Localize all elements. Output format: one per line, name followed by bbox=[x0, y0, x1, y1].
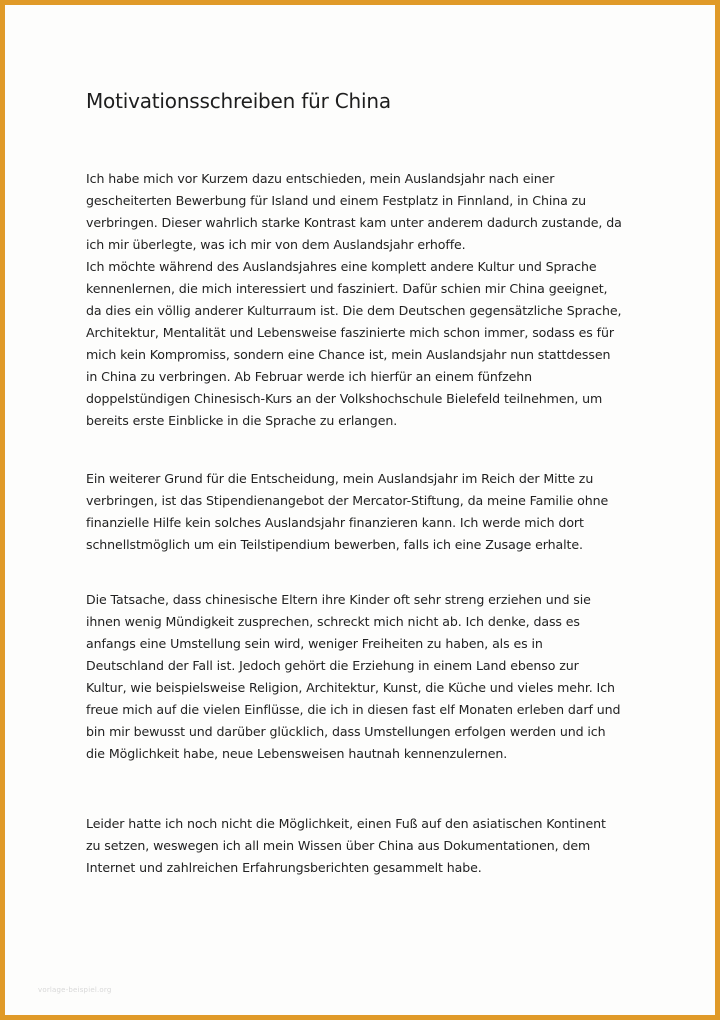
text-line: Deutschland der Fall ist. Jedoch gehört die Erziehung in einem Land ebenso zur bbox=[86, 658, 579, 673]
text-line: finanzielle Hilfe kein solches Auslandsjahr finanzieren kann. Ich werde mich dort bbox=[86, 515, 584, 530]
paragraph-1 bbox=[86, 168, 622, 432]
document-page bbox=[5, 5, 715, 1015]
text-line: freue mich auf die vielen Einflüsse, die ich in diesen fast elf Monaten erleben darf und bbox=[86, 702, 621, 717]
text-line: Architektur, Mentalität und Lebensweise faszinierte mich schon immer, sodass es für bbox=[86, 325, 614, 340]
document-title: Motivationsschreiben für China bbox=[86, 89, 391, 113]
text-line: bin mir bewusst und darüber glücklich, dass Umstellungen erfolgen werden und ich bbox=[86, 724, 606, 739]
text-line: anfangs eine Umstellung sein wird, weniger Freiheiten zu haben, als es in bbox=[86, 636, 543, 651]
text-line: bereits erste Einblicke in die Sprache zu erlangen. bbox=[86, 413, 398, 428]
text-line: Ich möchte während des Auslandsjahres eine komplett andere Kultur und Sprache bbox=[86, 259, 597, 274]
text-line: doppelstündigen Chinesisch-Kurs an der Volkshochschule Bielefeld teilnehmen, um bbox=[86, 391, 603, 406]
text-line: kennenlernen, die mich interessiert und fasziniert. Dafür schien mir China geeignet, bbox=[86, 281, 608, 296]
text-line: zu setzen, weswegen ich all mein Wissen über China aus Dokumentationen, dem bbox=[86, 838, 591, 853]
text-line: ich mir überlegte, was ich mir von dem Auslandsjahr erhoffe. bbox=[86, 237, 466, 252]
paragraph-3 bbox=[86, 589, 620, 765]
text-line: gescheiterten Bewerbung für Island und einem Festplatz in Finnland, in China zu bbox=[86, 193, 587, 208]
text-line: da dies ein völlig anderer Kulturraum ist. Die dem Deutschen gegensätzliche Sprache, bbox=[86, 303, 622, 318]
text-line: verbringen, ist das Stipendienangebot der Mercator-Stiftung, da meine Familie ohne bbox=[86, 493, 609, 508]
text-line: in China zu verbringen. Ab Februar werde ich hierfür an einem fünfzehn bbox=[86, 369, 533, 384]
text-line: Die Tatsache, dass chinesische Eltern ihre Kinder oft sehr streng erziehen und sie bbox=[86, 592, 591, 607]
paragraph-2 bbox=[86, 468, 608, 556]
text-line: Ein weiterer Grund für die Entscheidung, mein Auslandsjahr im Reich der Mitte zu bbox=[86, 471, 594, 486]
text-line: die Möglichkeit habe, neue Lebensweisen hautnah kennenzulernen. bbox=[86, 746, 508, 761]
text-line: mich kein Kompromiss, sondern eine Chance ist, mein Auslandsjahr nun stattdessen bbox=[86, 347, 611, 362]
text-line: Internet und zahlreichen Erfahrungsberichten gesammelt habe. bbox=[86, 860, 482, 875]
text-line: Kultur, wie beispielsweise Religion, Architektur, Kunst, die Küche und vieles mehr. Ich bbox=[86, 680, 615, 695]
text-line: Leider hatte ich noch nicht die Möglichkeit, einen Fuß auf den asiatischen Kontinent bbox=[86, 816, 606, 831]
text-line: Ich habe mich vor Kurzem dazu entschieden, mein Auslandsjahr nach einer bbox=[86, 171, 555, 186]
watermark: vorlage-beispiel.org bbox=[38, 986, 112, 994]
document-body bbox=[86, 88, 646, 875]
text-line: schnellstmöglich um ein Teilstipendium bewerben, falls ich eine Zusage erhalte. bbox=[86, 537, 583, 552]
text-line: ihnen wenig Mündigkeit zusprechen, schreckt mich nicht ab. Ich denke, dass es bbox=[86, 614, 580, 629]
paragraph-4 bbox=[86, 813, 606, 879]
text-line: verbringen. Dieser wahrlich starke Kontrast kam unter anderem dadurch zustande, da bbox=[86, 215, 622, 230]
